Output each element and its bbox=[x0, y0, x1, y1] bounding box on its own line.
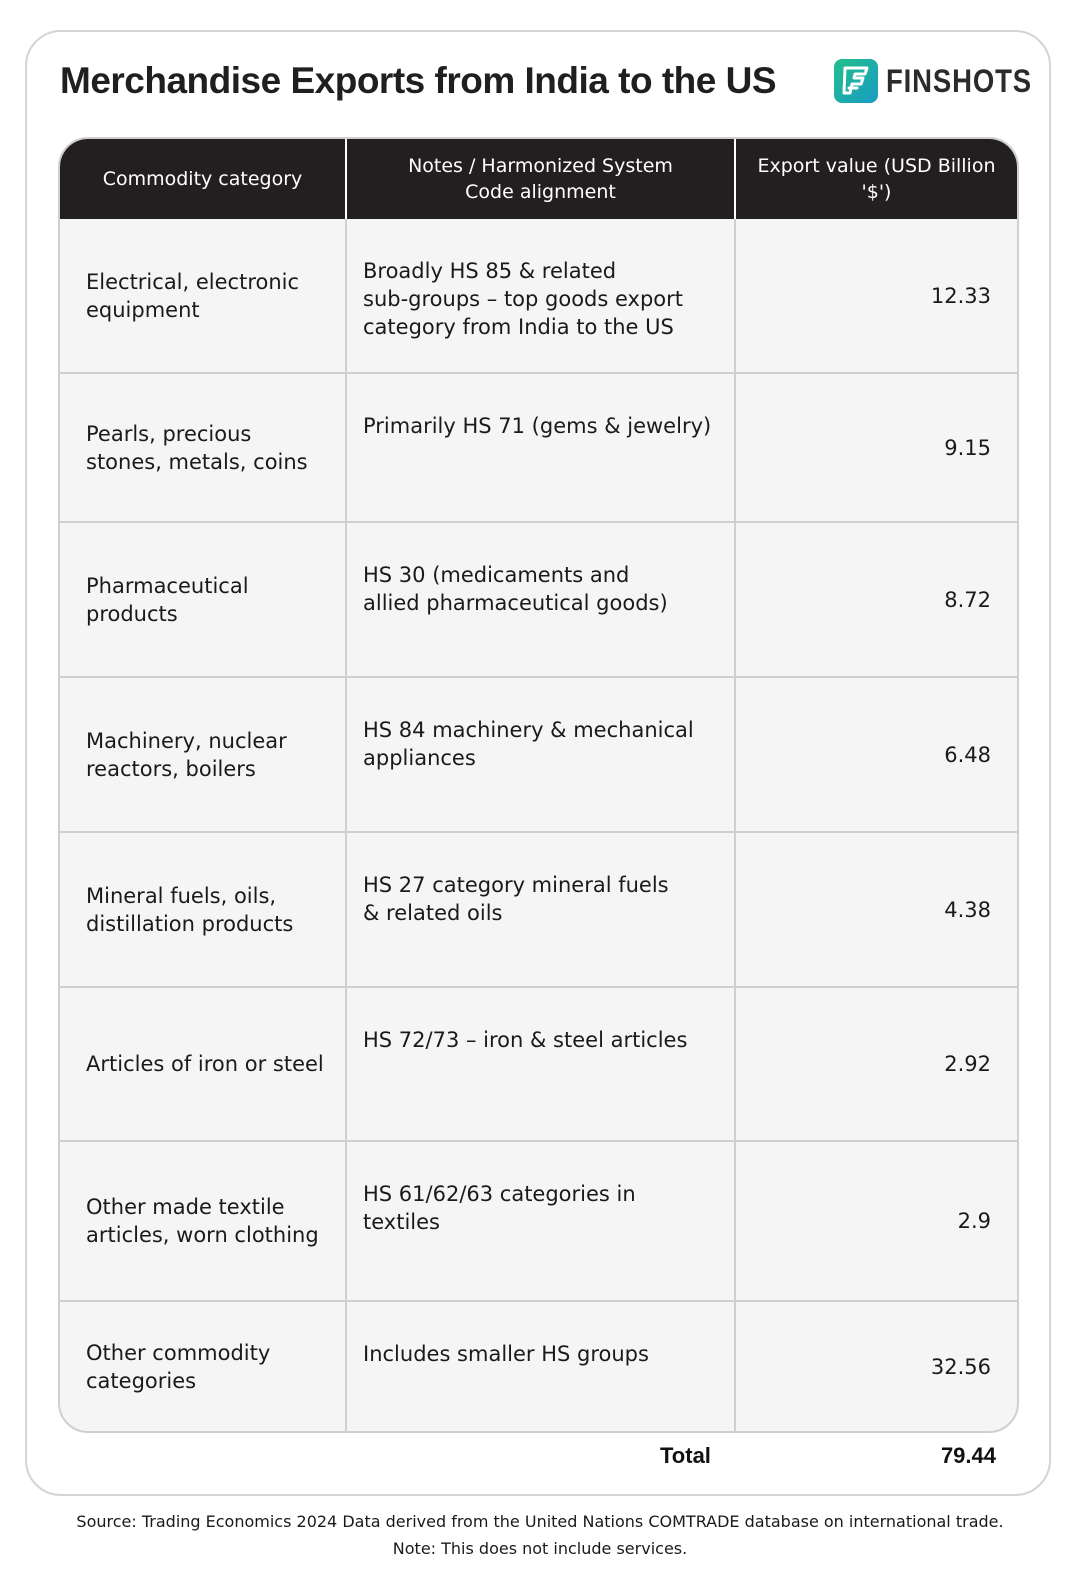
table-row bbox=[60, 832, 1017, 987]
value-cell: 8.72 bbox=[735, 522, 1017, 677]
table-row bbox=[60, 1141, 1017, 1301]
category-cell: Pearls, precious stones, metals, coins bbox=[60, 373, 346, 522]
value-cell: 2.9 bbox=[735, 1141, 1017, 1301]
source-note: Source: Trading Economics 2024 Data derived from the United Nations COMTRADE database on international trade. bbox=[76, 1512, 1004, 1531]
category-cell: Electrical, electronic equipment bbox=[60, 219, 346, 373]
page-title: Merchandise Exports from India to the US bbox=[60, 60, 777, 101]
table-header-row bbox=[60, 139, 1017, 219]
table-row bbox=[60, 219, 1017, 373]
table-row bbox=[60, 522, 1017, 677]
value-cell: 12.33 bbox=[735, 219, 1017, 373]
total-value: 79.44 bbox=[940, 1443, 996, 1468]
column-header-notes: Notes / Harmonized System Code alignment bbox=[346, 139, 735, 219]
table-row bbox=[60, 1301, 1017, 1431]
value-cell: 2.92 bbox=[735, 987, 1017, 1141]
value-cell: 4.38 bbox=[735, 832, 1017, 987]
category-cell: Articles of iron or steel bbox=[60, 987, 346, 1141]
notes-cell: Broadly HS 85 & related sub-groups – top goods export category from India to the US bbox=[346, 219, 735, 373]
services-note: Note: This does not include services. bbox=[392, 1539, 688, 1558]
brand-name: FINSHOTS bbox=[886, 62, 1033, 99]
table-row bbox=[60, 373, 1017, 522]
table-row bbox=[60, 987, 1017, 1141]
category-cell: Other commodity categories bbox=[60, 1301, 346, 1431]
table-row bbox=[60, 677, 1017, 832]
category-cell: Other made textile articles, worn clothing bbox=[60, 1141, 346, 1301]
notes-cell: HS 72/73 – iron & steel articles bbox=[346, 987, 735, 1141]
category-cell: Machinery, nuclear reactors, boilers bbox=[60, 677, 346, 832]
column-header-value: Export value (USD Billion '$') bbox=[757, 155, 996, 203]
notes-cell: HS 30 (medicaments and allied pharmaceutical goods) bbox=[346, 522, 735, 677]
notes-cell: Includes smaller HS groups bbox=[346, 1301, 735, 1431]
category-cell: Pharmaceutical products bbox=[60, 522, 346, 677]
notes-cell: HS 84 machinery & mechanical appliances bbox=[346, 677, 735, 832]
value-cell: 6.48 bbox=[735, 677, 1017, 832]
notes-cell: HS 61/62/63 categories in textiles bbox=[346, 1141, 735, 1301]
value-cell: 32.56 bbox=[930, 1354, 991, 1379]
category-cell: Mineral fuels, oils, distillation products bbox=[60, 832, 346, 987]
column-header-category: Commodity category bbox=[60, 139, 346, 219]
brand-logo bbox=[834, 59, 1056, 103]
total-label: Total bbox=[660, 1443, 711, 1468]
finshots-logo-icon bbox=[834, 59, 878, 103]
value-cell: 9.15 bbox=[735, 373, 1017, 522]
notes-cell: Primarily HS 71 (gems & jewelry) bbox=[346, 373, 735, 522]
notes-cell: HS 27 category mineral fuels & related oils bbox=[346, 832, 735, 987]
exports-table bbox=[58, 137, 1019, 1433]
